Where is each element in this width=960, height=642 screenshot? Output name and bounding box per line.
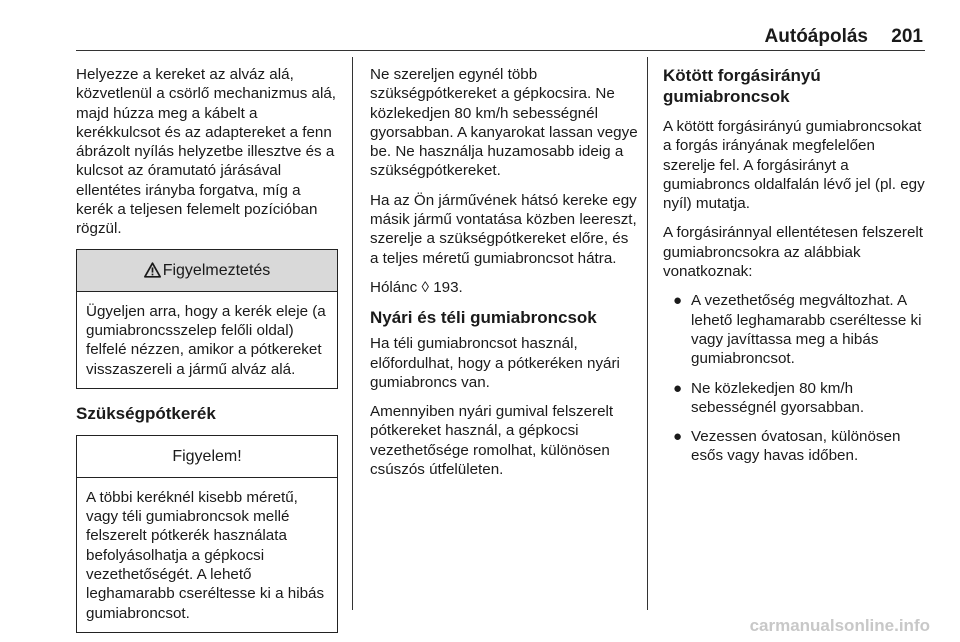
- list-item-text: Ne közlekedjen 80 km/h sebességnél gyorsabban.: [691, 379, 865, 416]
- watermark: carmanualsonline.info: [749, 616, 930, 635]
- paragraph-snow-chain-ref[interactable]: Hólánc ◊ 193.: [370, 278, 463, 296]
- notice-box-header: [77, 436, 337, 478]
- paragraph-summer-spare: Amennyiben nyári gumival felszerelt pótkereket használ, a gépkocsi vezethetősége romolhat, különösen csúszós útfelületen.: [370, 403, 614, 479]
- list-item: [663, 379, 927, 418]
- section-title: Autóápolás: [764, 26, 868, 47]
- warning-text: Ügyeljen arra, hogy a kerék eleje (a gumiabroncsszelep felőli oldal) felfelé nézzen, amikor a pótkereket visszaszereli a jármű alváz alá.: [86, 302, 326, 378]
- notice-text: A többi keréknél kisebb méretű, vagy téli gumiabroncsok mellé felszerelt pótkerék használata befolyásolhatja a gépkocsi vezethetőségét. A lehető leghamarabb cseréltesse ki a hibás gumiabroncsot.: [86, 488, 325, 622]
- warning-box-header: [77, 250, 337, 292]
- bullet-list: [663, 291, 927, 465]
- heading-directional-tyres: Kötött forgásirányú gumiabroncsok: [663, 66, 821, 106]
- list-item-text: Vezessen óvatosan, különösen esős vagy havas időben.: [691, 428, 901, 465]
- column-2: [370, 65, 638, 489]
- column-divider-left: [352, 57, 353, 610]
- list-item-text: A vezethetőség megváltozhat. A lehető leghamarabb cseréltesse ki vagy javíttassa meg a hibás gumiabroncsot.: [691, 292, 922, 368]
- paragraph-directional-fit: A kötött forgásirányú gumiabroncsokat a forgás irányának megfelelően szerelje fel. A forgásirányt a gumiabroncs oldalfalán lévő jel (pl. egy nyíl) mutatja.: [663, 118, 925, 213]
- column-divider-right: [647, 57, 648, 610]
- bullet-icon: ●: [673, 428, 683, 446]
- list-item: [663, 427, 927, 466]
- column-1: [76, 65, 338, 633]
- intro-paragraph: Helyezze a kereket az alváz alá, közvetlenül a csörlő mechanizmus alá, majd húzza meg a kábelt a kerékkulcsot és az adaptereket a fenn ábrázolt nyílás helyzetbe illesztve és a kulcsot az óramutató járásával ellentétes irányba forgatva, míg a kerék a teljesen felemelt pozícióban rögzül.: [76, 66, 336, 238]
- paragraph-rear-wheel: Ha az Ön járművének hátsó kereke egy másik jármű vontatása közben leereszt, szerelje a szükségpótkereket előre, és a teljes méretű gumiabroncsot hátra.: [370, 191, 637, 267]
- list-item: [663, 291, 927, 368]
- paragraph-spare-limits: Ne szereljen egynél több szükségpótkereket a gépkocsira. Ne közlekedjen 80 km/h sebességnél gyorsabban. A kanyarokat lassan vegye be. Ne használja huzamosabb ideig a szükségpótkereket.: [370, 66, 638, 180]
- column-3: [663, 65, 927, 476]
- page-number: 201: [891, 26, 923, 47]
- warning-box: [76, 249, 338, 389]
- header-rule: [76, 50, 925, 51]
- bullet-icon: ●: [673, 292, 683, 310]
- heading-spare-wheel: Szükségpótkerék: [76, 403, 216, 423]
- notice-box: [76, 435, 338, 633]
- paragraph-winter-tyres: Ha téli gumiabroncsot használ, előfordulhat, hogy a pótkeréken nyári gumiabroncs van.: [370, 335, 620, 391]
- notice-title: Figyelem!: [172, 447, 242, 465]
- paragraph-reverse-fit: A forgásiránnyal ellentétesen felszerelt gumiabroncsokra az alábbiak vonatkoznak:: [663, 224, 924, 281]
- warning-title: Figyelmeztetés: [162, 261, 271, 279]
- heading-summer-winter-tyres: Nyári és téli gumiabroncsok: [370, 308, 597, 328]
- bullet-icon: ●: [673, 379, 683, 397]
- warning-triangle-icon: [144, 262, 161, 278]
